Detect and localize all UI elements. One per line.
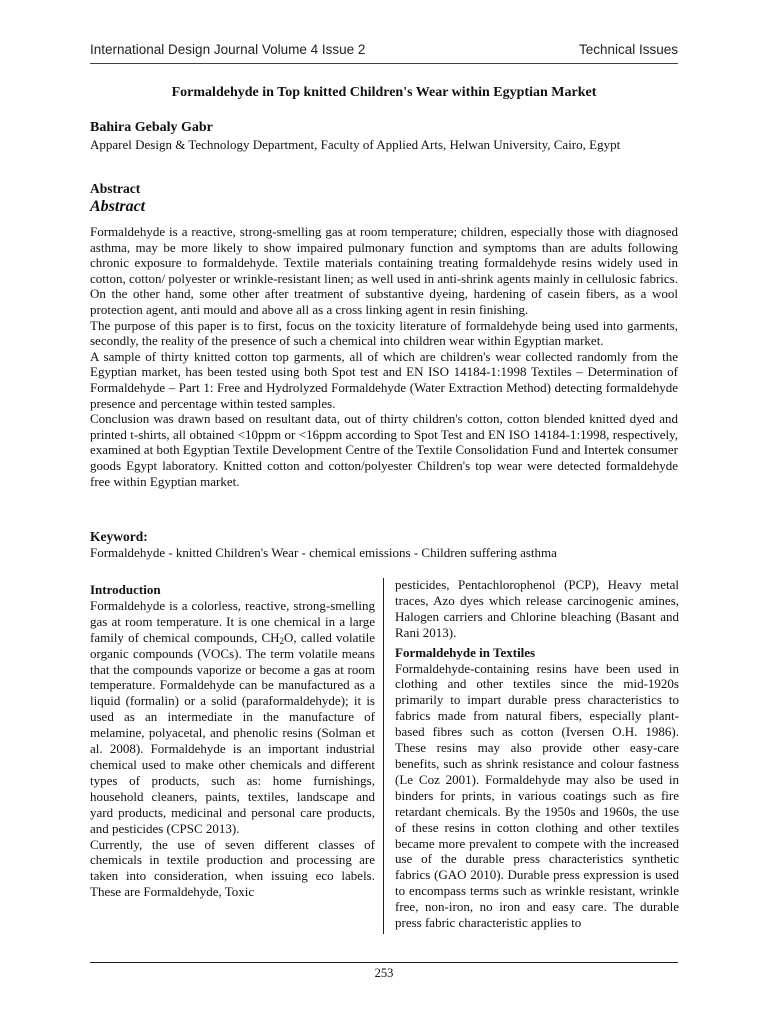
textiles-heading: Formaldehyde in Textiles: [395, 644, 536, 660]
introduction-paragraph: [90, 598, 375, 837]
keywords-label: Keyword:: [90, 529, 148, 544]
continuation-paragraph: pesticides, Pentachlorophenol (PCP), Heavy metal traces, Azo dyes which release carcinogenic amines, Halogen carriers and Chlorine bleaching (Basant and Rani 2013).: [395, 577, 679, 640]
abstract-body: [90, 224, 678, 489]
intro-text-a: Formaldehyde is a colorless, reactive, strong-smelling gas at room temperature. It is one chemical in a large family of chemical compounds, CH: [90, 597, 375, 645]
left-column: [90, 580, 375, 900]
subscript: 2: [279, 635, 285, 646]
abstract-paragraph: Conclusion was drawn based on resultant data, out of thirty children's cotton, cotton blended knitted dyed and printed t-shirts, all obtained <10ppm or <16ppm according to Spot Test and EN ISO 14184-1:1998, respectively, examined at both Egyptian Textile Development Centre of the Textile Consolidation Fund and Intertek consumer goods Egypt laboratory. Knitted cotton and cotton/polyester Children's top wear were detected formaldehyde free within Egyptian market.: [90, 411, 678, 489]
keywords-text: Formaldehyde - knitted Children's Wear - chemical emissions - Children suffering asthma: [90, 545, 557, 560]
section-name: Technical Issues: [578, 42, 678, 57]
running-header: [90, 42, 678, 62]
journal-name: International Design Journal Volume 4 Issue 2: [90, 42, 366, 57]
introduction-paragraph: Currently, the use of seven different classes of chemicals in textile production and processing are taken into consideration, when issuing eco labels. These are Formaldehyde, Toxic: [90, 836, 375, 900]
abstract-paragraph: The purpose of this paper is to first, focus on the toxicity literature of formaldehyde being used into garments, secondly, the reality of the presence of such a chemical into children wear within Egyptian market.: [90, 317, 678, 349]
footer-rule: [90, 962, 678, 963]
abstract-label: Abstract: [90, 181, 141, 196]
author-affiliation: Apparel Design & Technology Department, Faculty of Applied Arts, Helwan University, Cairo, Egypt: [90, 137, 621, 152]
intro-text-b: O, called volatile organic compounds (VOCs). The term volatile means that the compounds vaporize or become a gas at room temperature. Formaldehyde can be manufactured as a liquid (formalin) or a solid (paraformaldehyde); it is used as an intermediate in the manufacture of melamine, polyacetal, and phenolic resins (Solman et al. 2008). Formaldehyde is an important industrial chemical used to make other chemicals and different types of products, such as: home furnishings, household cleaners, paints, textiles, landscape and yard products, medicinal and personal care products, and pesticides (CPSC 2013).: [90, 629, 375, 836]
paper-title: Formaldehyde in Top knitted Children's Wear within Egyptian Market: [171, 85, 597, 100]
column-divider: [383, 578, 384, 934]
right-column: [395, 577, 679, 931]
paper-page: [90, 0, 678, 1024]
introduction-heading: Introduction: [90, 582, 161, 597]
textiles-paragraph: Formaldehyde-containing resins have been used in clothing and other textiles since the mid-1920s primarily to impart durable press characteristics to fabrics made from natural fibers, especially plant-based fibres such as cotton (Iversen O.H. 1986). These resins may also provide other easy-care benefits, such as shrink resistance and colour fastness (Le Coz 2001). Formaldehyde may also be used in binders for prints, in various coatings such as fire retardant chemicals. By the 1950s and 1960s, the use of these resins in cotton clothing and other textiles became more prevalent to compete with the increased use of the durable press characteristics synthetic fabrics (GAO 2010). Durable press expression is used to encompass terms such as wrinkle resistant, wrinkle free, non-iron, no iron and easy care. The durable press fabric characteristic applies to: [395, 660, 679, 931]
abstract-paragraph: A sample of thirty knitted cotton top garments, all of which are children's wear collected randomly from the Egyptian market, has been tested using both Spot test and EN ISO 14184-1:1998 Textiles – Determination of Formaldehyde – Part 1: Free and Hydrolyzed Formaldehyde (Water Extraction Method) detecting formaldehyde presence and percentage within tested samples.: [90, 348, 678, 411]
abstract-heading: Abstract: [90, 198, 146, 215]
header-rule: [90, 63, 678, 64]
author-name: Bahira Gebaly Gabr: [90, 120, 213, 135]
page-number: 253: [374, 966, 394, 980]
abstract-paragraph: Formaldehyde is a reactive, strong-smelling gas at room temperature; children, especially those with diagnosed asthma, may be more likely to show impaired pulmonary function and symptoms than are adults following chronic exposure to formaldehyde. Textile materials containing treating formaldehyde resins widely used in cotton, cotton/ polyester or wrinkle-resistant linen; as well used in anti-shrink agents mainly in cellulosic fabrics. On the other hand, some other after treatment of substantive dyeing, hardening of casein fibers, as a wool protection agent, anti mould and above all as a cross linking agent in resin finishing.: [90, 224, 678, 317]
